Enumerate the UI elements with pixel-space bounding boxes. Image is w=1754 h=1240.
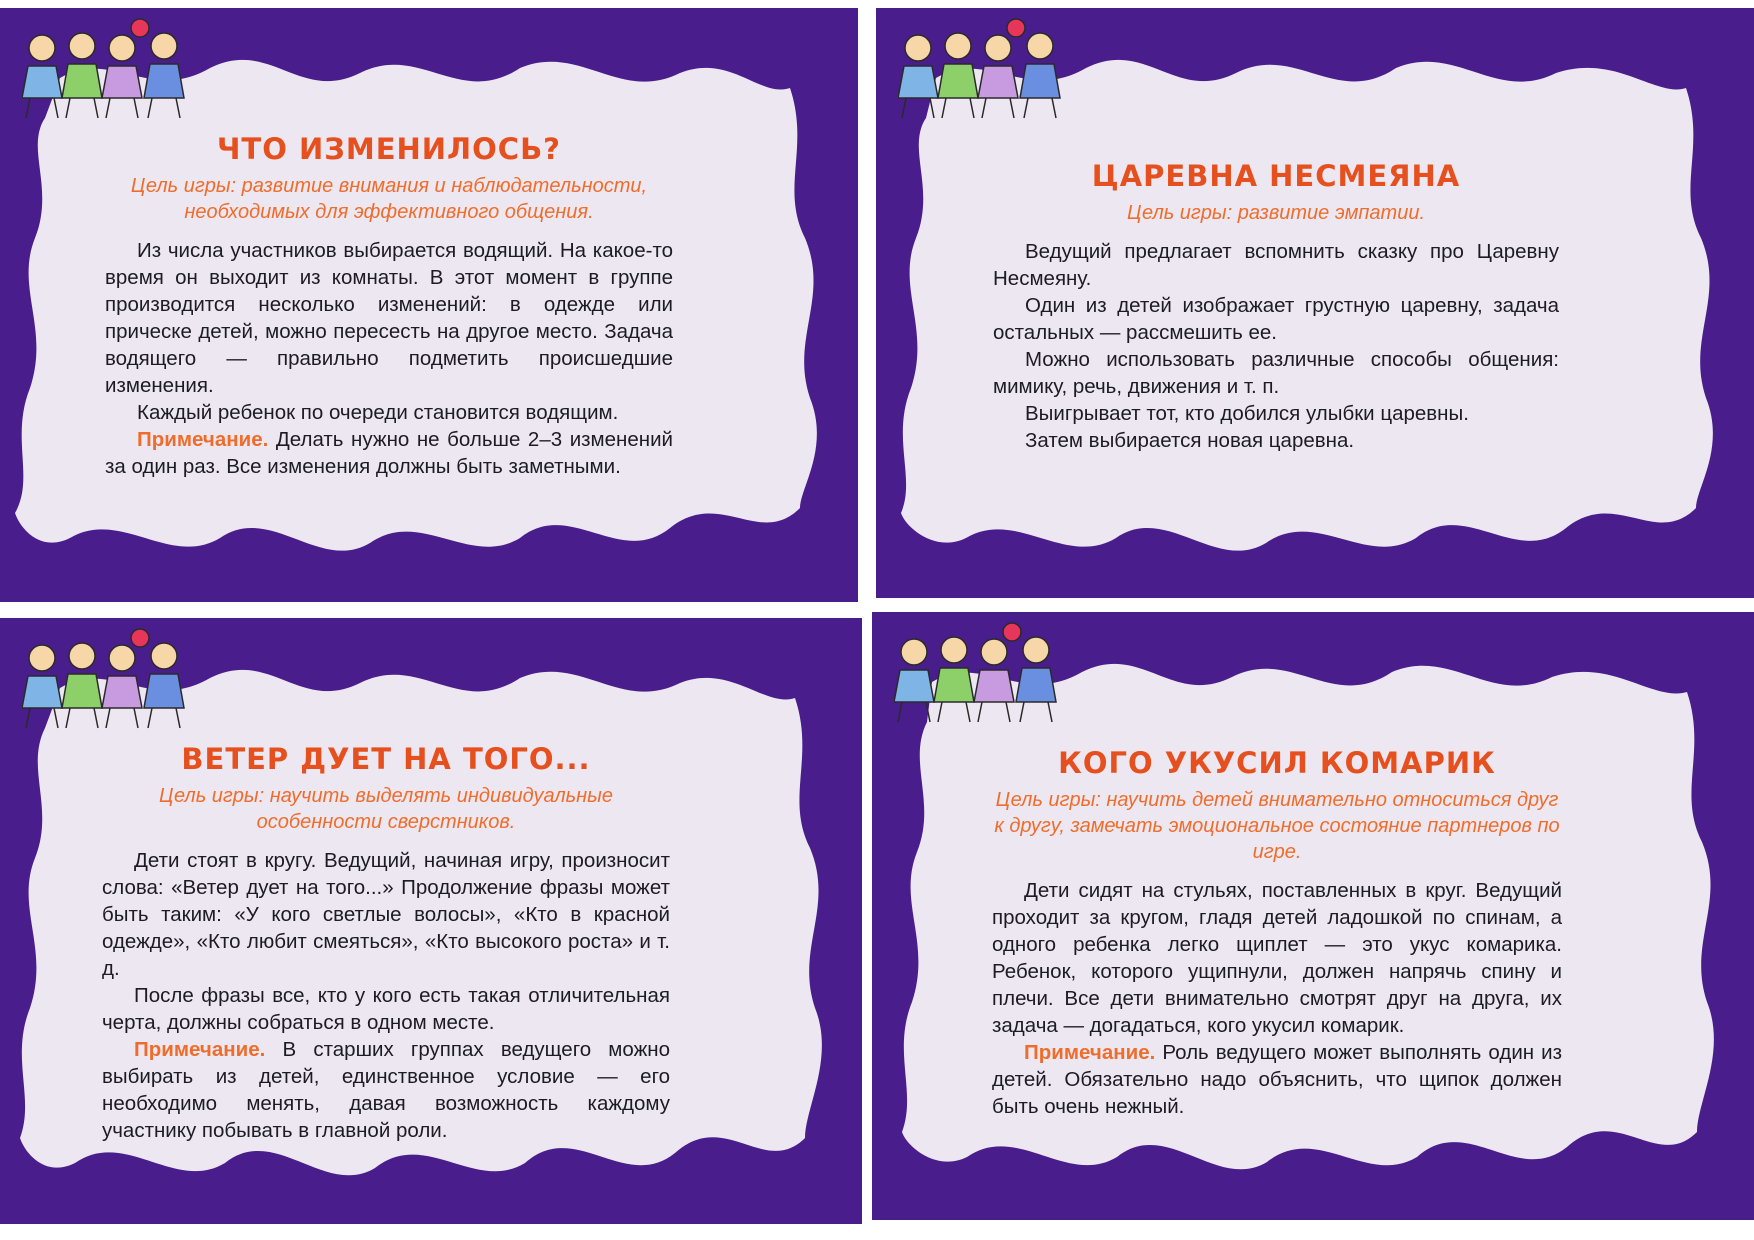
card-paragraph: Ведущий предлагает вспомнить сказку про Царевну Несмеяну. <box>993 240 1559 290</box>
card-goal: Цель игры: развитие внимания и наблюдательности, необходимых для эффективного общения. <box>130 175 648 223</box>
card-title: ЧТО ИЗМЕНИЛОСЬ? <box>217 132 561 166</box>
note-label: Примечание. <box>1024 1041 1156 1064</box>
note-text: В старших группах ведущего можно выбирать из детей, единственное условие — его необходимо менять, давая возможность каждому участнику побывать в главной роли. <box>102 1038 670 1142</box>
kids-illustration-icon <box>898 18 1088 128</box>
game-card-4 <box>872 612 1754 1220</box>
card-paragraph: После фразы все, кто у кого есть такая отличительная черта, должны собраться в одном месте. <box>102 984 670 1034</box>
game-card-1 <box>0 8 858 602</box>
card-goal: Цель игры: научить детей внимательно относиться друг к другу, замечать эмоциональное состояние партнеров по игре. <box>994 789 1560 863</box>
card-title: КОГО УКУСИЛ КОМАРИК <box>1058 746 1496 780</box>
kids-illustration-icon <box>22 628 212 738</box>
card-paragraph: Можно использовать различные способы общения: мимику, речь, движения и т. п. <box>993 348 1559 398</box>
card-title: ЦАРЕВНА НЕСМЕЯНА <box>1091 159 1461 193</box>
card-goal: Цель игры: научить выделять индивидуальные особенности сверстников. <box>158 785 613 833</box>
card-paragraph: Из числа участников выбирается водящий. На какое-то время он выходит из комнаты. В этот момент в группе производится несколько изменений: в одежде или прическе детей, можно пересесть на другое место. Задача водящего — правильно подметить происшедшие изменения. <box>105 239 673 397</box>
game-card-3 <box>0 618 862 1224</box>
card-paragraph: Выигрывает тот, кто добился улыбки царевны. <box>1025 402 1469 425</box>
note-text: Роль ведущего может выполнять один из детей. Обязательно надо объяснить, что щипок должен быть очень нежный. <box>992 1041 1562 1118</box>
card-paragraph: Один из детей изображает грустную царевну, задача остальных — рассмешить ее. <box>993 294 1559 344</box>
note-label: Примечание. <box>134 1038 266 1061</box>
card-paragraph: Дети сидят на стульях, поставленных в круг. Ведущий проходит за кругом, гладя детей ладошкой по спинам, а одного ребенка легко щиплет — это укус комарика. Ребенок, которого ущипнули, должен напрячь спину и плечи. Все дети внимательно смотрят друг на друга, их задача — догадаться, кого укусил комарик. <box>992 879 1562 1037</box>
game-card-2 <box>876 8 1754 598</box>
kids-illustration-icon <box>22 18 212 128</box>
card-note <box>992 1039 1562 1120</box>
card-paragraph: Каждый ребенок по очереди становится водящим. <box>137 401 619 424</box>
card-note <box>105 426 673 480</box>
note-text: Делать нужно не больше 2–3 изменений за один раз. Все изменения должны быть заметными. <box>105 428 673 478</box>
card-goal: Цель игры: развитие эмпатии. <box>1127 202 1425 224</box>
note-label: Примечание. <box>137 428 269 451</box>
card-paragraph: Дети стоят в кругу. Ведущий, начиная игру, произносит слова: «Ветер дует на того...» Продолжение фразы может быть таким: «У кого светлые волосы», «Кто в красной одежде», «Кто любит смеяться», «Кто высокого роста» и т. д. <box>102 849 670 980</box>
card-paragraph: Затем выбирается новая царевна. <box>1025 429 1355 452</box>
card-title: ВЕТЕР ДУЕТ НА ТОГО... <box>181 742 591 776</box>
kids-illustration-icon <box>894 622 1084 732</box>
card-note <box>102 1036 670 1144</box>
